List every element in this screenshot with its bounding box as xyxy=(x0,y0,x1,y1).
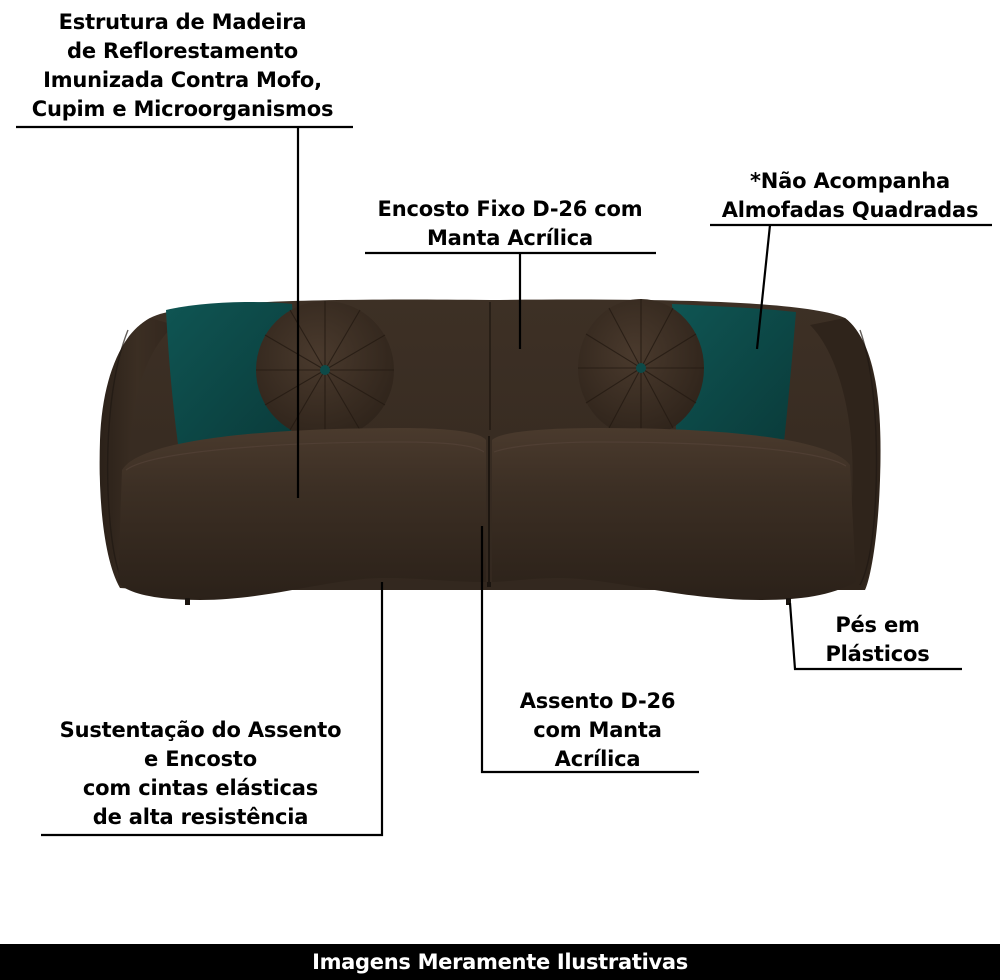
callout-estrutura-line: Imunizada Contra Mofo, xyxy=(43,68,322,92)
callout-almofadas-line: *Não Acompanha xyxy=(750,169,950,193)
callout-estrutura-line: de Reflorestamento xyxy=(66,39,298,63)
disclaimer-footer: Imagens Meramente Ilustrativas xyxy=(0,944,1000,980)
callout-assento xyxy=(490,687,705,774)
callout-almofadas xyxy=(705,167,995,225)
callout-encosto xyxy=(360,195,660,253)
callout-sustentacao-line: de alta resistência xyxy=(92,805,309,829)
callout-assento-line: com Manta xyxy=(533,718,662,742)
callout-sustentacao xyxy=(28,716,373,832)
seat-cushion-right xyxy=(492,428,856,600)
callout-assento-line: Assento D-26 xyxy=(519,689,676,713)
callout-pes xyxy=(800,611,955,669)
callout-sustentacao-line: com cintas elásticas xyxy=(82,776,319,800)
callout-encosto-line: Manta Acrílica xyxy=(426,226,593,250)
callout-almofadas-line: Almofadas Quadradas xyxy=(721,198,979,222)
seat-cushion-left xyxy=(118,428,486,600)
callout-estrutura-line: Cupim e Microorganismos xyxy=(31,97,334,121)
callout-estrutura xyxy=(20,8,345,124)
callout-assento-line: Acrílica xyxy=(554,747,641,771)
round-pillow-right xyxy=(578,299,704,437)
leg-center xyxy=(487,582,491,587)
leg-left xyxy=(185,598,190,605)
callout-pes-line: Plásticos xyxy=(825,642,930,666)
callout-sustentacao-line: e Encosto xyxy=(144,747,257,771)
round-pillow-left xyxy=(256,301,394,439)
callout-estrutura-line: Estrutura de Madeira xyxy=(58,10,307,34)
callout-sustentacao-line: Sustentação do Assento xyxy=(59,718,342,742)
callout-pes-line: Pés em xyxy=(835,613,920,637)
callout-encosto-line: Encosto Fixo D-26 com xyxy=(377,197,643,221)
